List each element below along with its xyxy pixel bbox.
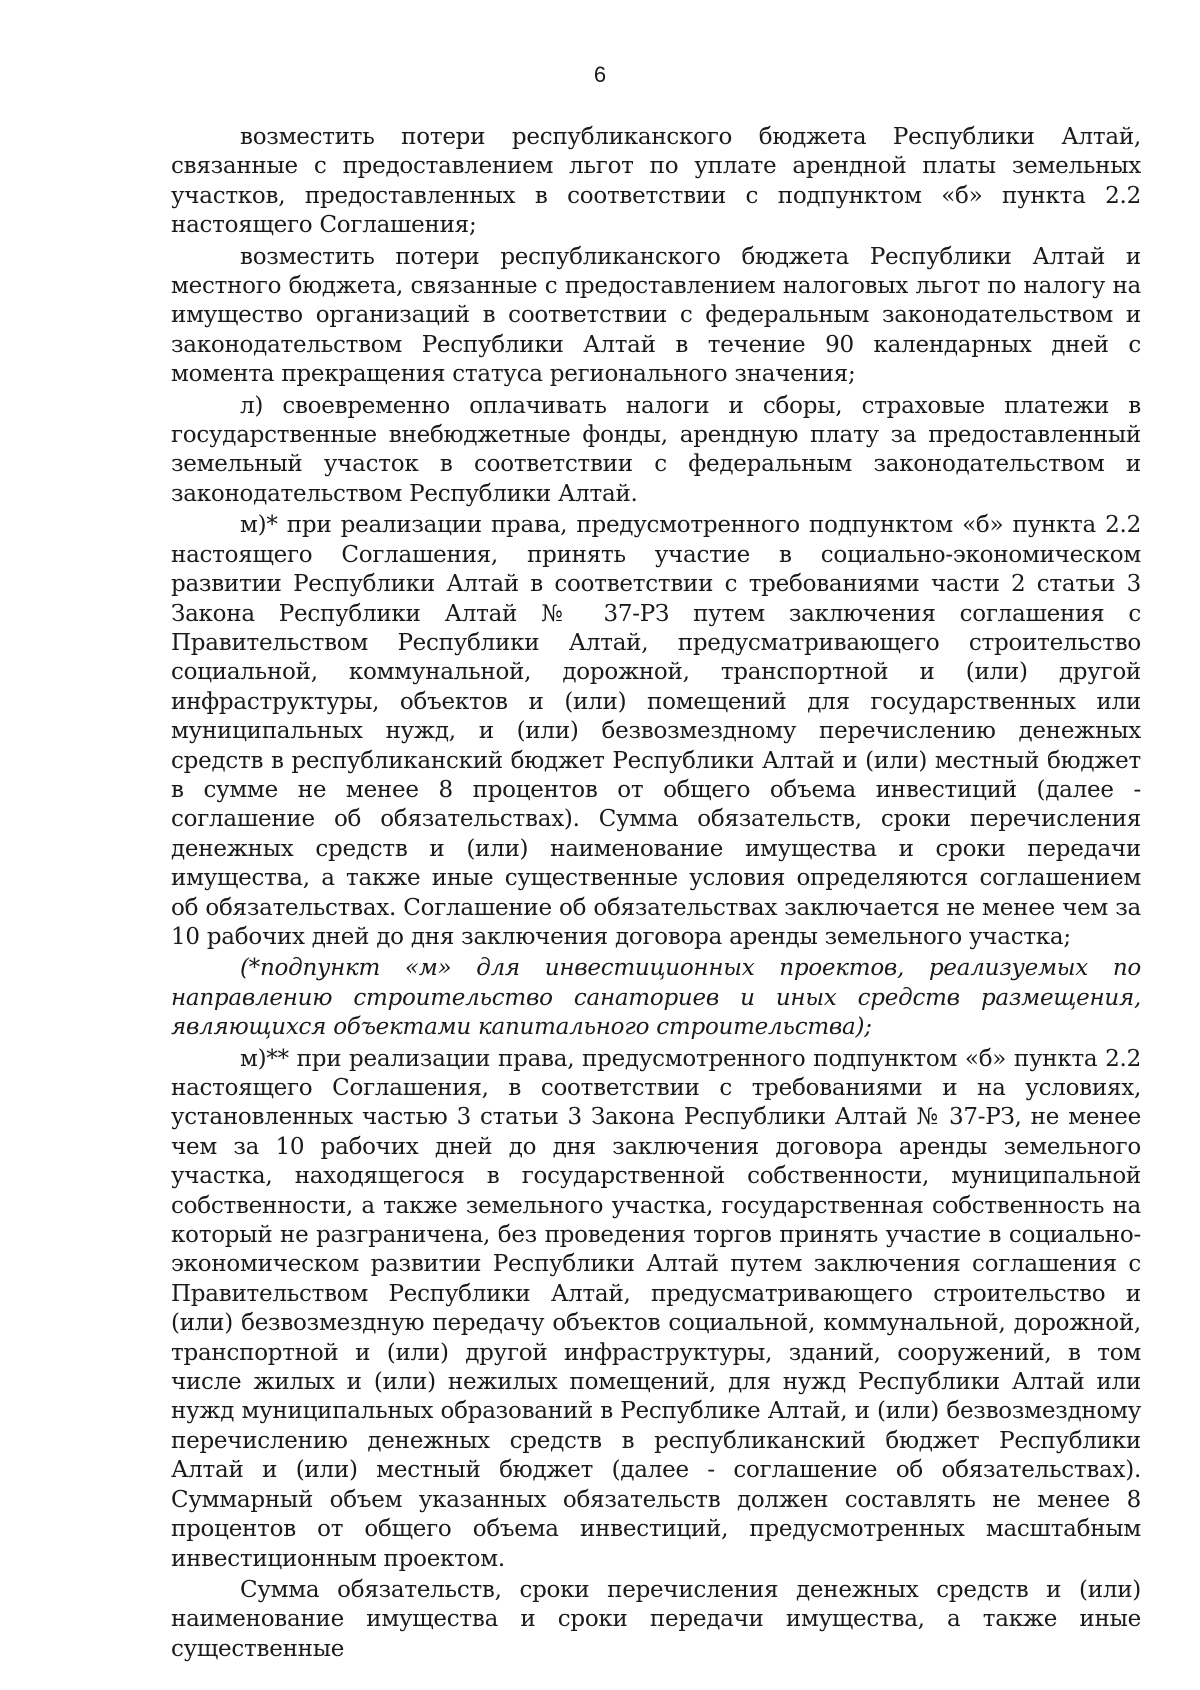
paragraph-obligations-sum: Сумма обязательств, сроки перечисления денежных средств и (или) наименование имущества и сроки передачи имущества, а также иные существенные [171,1576,1141,1662]
paragraph-compensate-property-tax-losses: возместить потери республиканского бюджета Республики Алтай и местного бюджета, связанные с предоставлением налоговых льгот по налогу на имущество организаций в соответствии с федеральным законодательством и законодательством Республики Алтай в течение 90 календарных дней с момента прекращения статуса регионального значения; [171,243,1141,388]
paragraph-subclause-m-star: м)* при реализации права, предусмотренного подпунктом «б» пункта 2.2 настоящего Соглашения, принять участие в социально-экономическом развитии Республики Алтай в соответствии с требованиями части 2 статьи 3 Закона Республики Алтай № 37-РЗ путем заключения соглашения с Правительством Республики Алтай, предусматривающего строительство социальной, коммунальной, дорожной, транспортной и (или) другой инфраструктуры, объектов и (или) помещений для государственных или муниципальных нужд, и (или) безвозмездному перечислению денежных средств в республиканский бюджет Республики Алтай и (или) местный бюджет в сумме не менее 8 процентов от общего объема инвестиций (далее - соглашение об обязательствах). Сумма обязательств, сроки перечисления денежных средств и (или) наименование имущества и сроки передачи имущества, а также иные существенные условия определяются соглашением об обязательствах. Соглашение об обязательствах заключается не менее чем за 10 рабочих дней до дня заключения договора аренды земельного участка; [171,512,1141,950]
paragraph-subclause-m-double-star: м)** при реализации права, предусмотренного подпунктом «б» пункта 2.2 настоящего Соглашения, в соответствии с требованиями и на условиях, установленных частью 3 статьи 3 Закона Республики Алтай № 37-РЗ, не менее чем за 10 рабочих дней до дня заключения договора аренды земельного участка, находящегося в государственной собственности, муниципальной собственности, а также земельного участка, государственная собственность на который не разграничена, без проведения торгов принять участие в социально-экономическом развитии Республики Алтай путем заключения соглашения с Правительством Республики Алтай, предусматривающего строительство и (или) безвозмездную передачу объектов социальной, коммунальной, дорожной, транспортной и (или) другой инфраструктуры, зданий, сооружений, в том числе жилых и (или) нежилых помещений, для нужд Республики Алтай или нужд муниципальных образований в Республике Алтай, и (или) безвозмездному перечислению денежных средств в республиканский бюджет Республики Алтай и (или) местный бюджет (далее - соглашение об обязательствах). Суммарный объем указанных обязательств должен составлять не менее 8 процентов от общего объема инвестиций, предусмотренных масштабным инвестиционным проектом. [171,1045,1141,1572]
page-number: 6 [593,62,607,87]
footnote-subclause-m: (*подпункт «м» для инвестиционных проектов, реализуемых по направлению строительство санаториев и иных средств размещения, являющихся объектами капитального строительства); [171,955,1141,1041]
body-text [171,123,1141,1666]
paragraph-subclause-l: л) своевременно оплачивать налоги и сборы, страховые платежи в государственные внебюджетные фонды, арендную плату за предоставленный земельный участок в соответствии с федеральным законодательством и законодательством Республики Алтай. [171,392,1141,507]
paragraph-compensate-land-lease-losses: возместить потери республиканского бюджета Республики Алтай, связанные с предоставлением льгот по уплате арендной платы земельных участков, предоставленных в соответствии с подпунктом «б» пункта 2.2 настоящего Соглашения; [171,124,1141,239]
